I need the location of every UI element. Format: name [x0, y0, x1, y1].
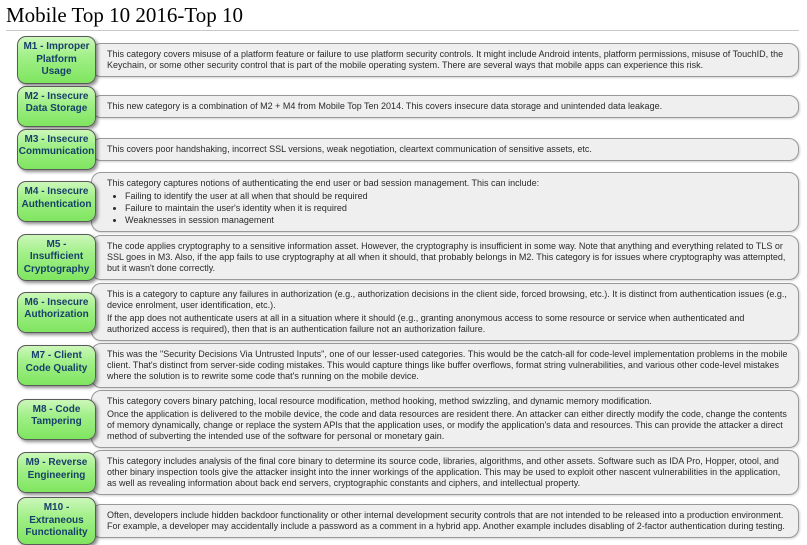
risk-row [17, 497, 799, 545]
risk-description-paragraph: This new category is a combination of M2 + M4 from Mobile Top Ten 2014. This covers insecure data storage and unintended data leakage. [107, 100, 663, 111]
risk-label-box: M4 - Insecure Authentication [17, 181, 96, 222]
risk-row [17, 86, 799, 127]
risk-description-paragraph: Often, developers include hidden backdoor functionality or other internal development security controls that are not intended to be released into a production environment. For example, a developer may accidentally include a password as a comment in a hybrid app. Another example includes disabling of 2-factor authentication during testing. [107, 509, 785, 531]
risk-description-paragraph: This category covers binary patching, local resource modification, method hooking, method swizzling, and dynamic memory modification. [107, 396, 652, 406]
risk-label-box: M9 - Reverse Engineering [17, 452, 96, 493]
risk-description-paragraph: This was the "Security Decisions Via Untrusted Inputs", one of our lesser-used categories. This would be the catch-all for code-level implementation problems in the mobile client. That's distinct from server-side coding mistakes. This would capture things like buffer overflows, format string vulnerabilities, and various other code-level mistakes where the solution is to rewrite some code that's running on the mobile device. [107, 349, 788, 381]
risk-row [17, 390, 799, 448]
page-title: Mobile Top 10 2016-Top 10 [6, 3, 799, 31]
risk-bullet-item: • Failing to identify the user at all when that should be required [125, 191, 788, 202]
risk-description-paragraph: If the app does not authenticate users at all in a situation where it should (e.g., granting anonymous access to some resource or service when authenticated and authorized access is required), then that is an authentication failure not an authorization failure. [107, 313, 745, 334]
risk-description-paragraph: The code applies cryptography to a sensitive information asset. However, the cryptography is insufficient in some way. Note that anything and everything related to TLS or SSL goes in M3. Also, if the app fails to use cryptography at all when it should, that probably belongs in M2. This category is for issues where cryptography was attempted, but it wasn't done correctly. [107, 240, 786, 273]
risk-label-box: M8 - Code Tampering [17, 399, 96, 440]
risk-label-box: M5 - Insufficient Cryptography [17, 234, 96, 282]
risk-label-box: M2 - Insecure Data Storage [17, 86, 96, 127]
risk-label-box: M10 - Extraneous Functionality [17, 497, 96, 545]
risk-description-box [91, 95, 799, 118]
risk-bullet-item: • Failure to maintain the user's identity when it is required [125, 203, 788, 214]
risk-label-box: M3 - Insecure Communication [17, 129, 96, 170]
risk-description-paragraph: This category includes analysis of the final core binary to determine its source code, libraries, algorithms, and other assets. Software such as IDA Pro, Hopper, otool, and other binary inspection tools give the attacker insight into the inner workings of the application. This may be used to exploit other nascent vulnerabilities in the application, as well as revealing information about back end servers, cryptographic constants and ciphers, and intellectual property. [107, 456, 781, 488]
risk-bullet-item: • Weaknesses in session management [125, 215, 788, 226]
risk-description-box [91, 172, 799, 232]
risk-description-box [91, 450, 799, 495]
risk-description-paragraph: This covers poor handshaking, incorrect SSL versions, weak negotiation, cleartext communication of sensitive assets, etc. [107, 143, 592, 154]
risk-description-box [91, 138, 799, 161]
risk-label-box: M7 - Client Code Quality [17, 345, 96, 386]
risk-label-box: M1 - Improper Platform Usage [17, 36, 96, 84]
risk-row [17, 450, 799, 495]
risk-description-paragraph: This category covers misuse of a platform feature or failure to use platform security controls. It might include Android intents, platform permissions, misuse of TouchID, the Keychain, or some other security control that is part of the mobile operating system. There are several ways that mobile apps can experience this risk. [107, 48, 784, 70]
risk-description-box [91, 504, 799, 538]
risk-list [17, 36, 799, 545]
risk-description-box [91, 43, 799, 77]
risk-description-paragraph: Once the application is delivered to the mobile device, the code and data resources are resident there. An attacker can either directly modify the code, change the contents of memory dynamically, change or replace the system APIs that the application uses, or modify the application's data and resources. This can provide the attacker a direct method of subverting the intended use of the software for personal or monetary gain. [107, 409, 787, 441]
risk-description-box [91, 390, 799, 448]
risk-row [17, 234, 799, 282]
risk-description-box [91, 235, 799, 280]
risk-description-paragraph: This category captures notions of authenticating the end user or bad session management. This can include: [107, 177, 540, 188]
risk-row [17, 129, 799, 170]
risk-row [17, 172, 799, 232]
risk-label-box: M6 - Insecure Authorization [17, 292, 96, 333]
risk-description-box [91, 283, 799, 341]
risk-bullet-list [113, 191, 788, 226]
risk-row [17, 36, 799, 84]
risk-description-box [91, 343, 799, 388]
risk-row [17, 343, 799, 388]
risk-row [17, 283, 799, 341]
risk-description-paragraph: This is a category to capture any failures in authorization (e.g., authorization decisions in the client side, forced browsing, etc.). It is distinct from authentication issues (e.g., device enrolment, user identification, etc.). [107, 289, 787, 310]
